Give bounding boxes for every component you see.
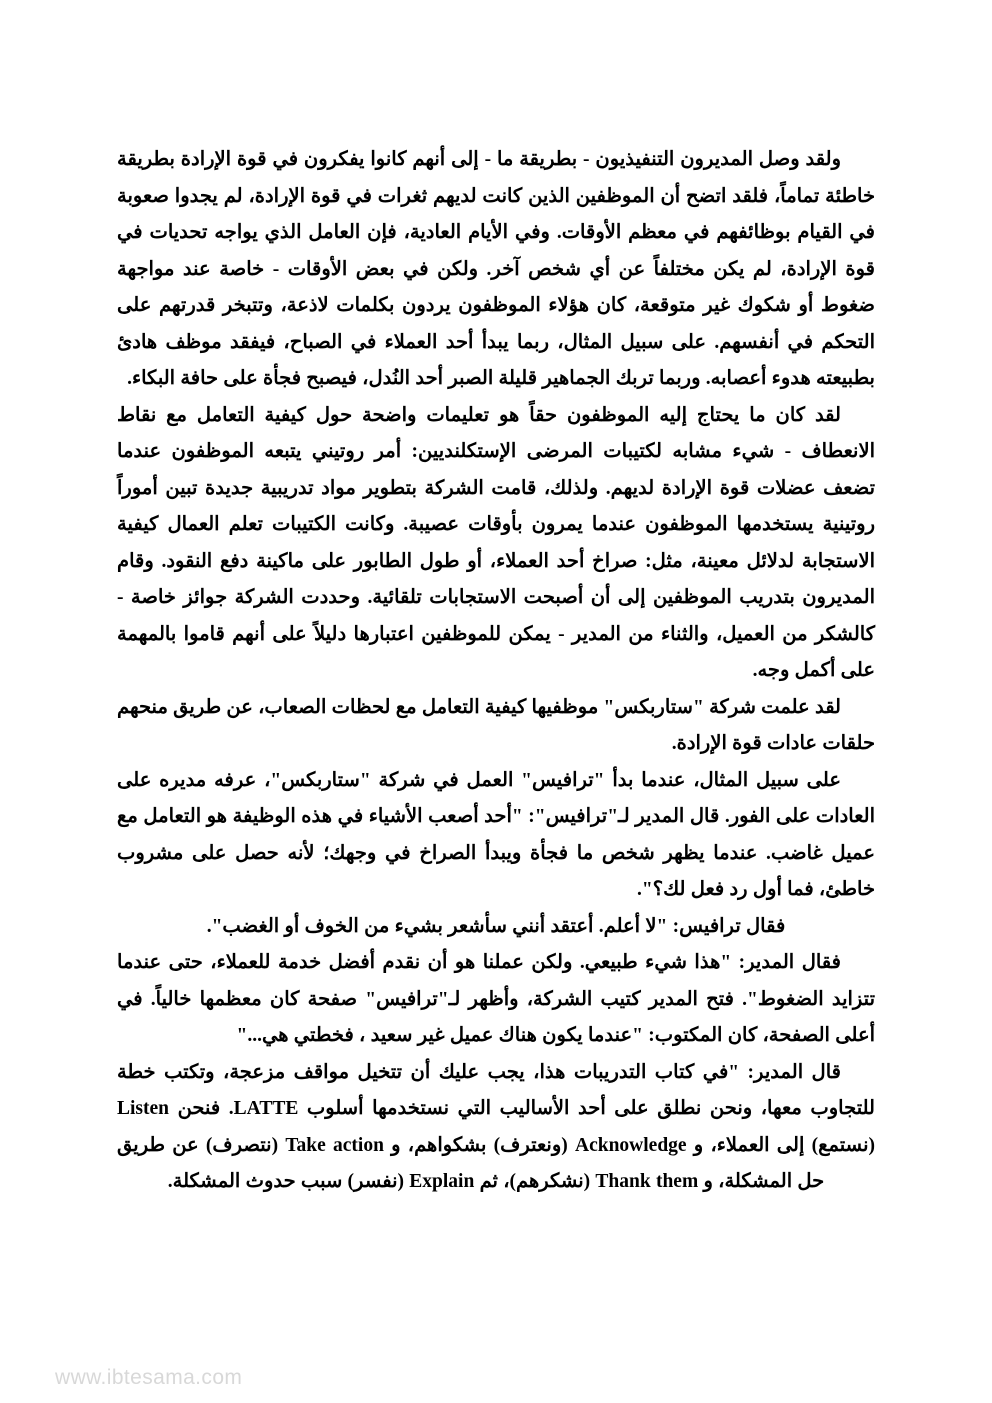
paragraph-7: قال المدير: "في كتاب التدريبات هذا، يجب عليك أن تتخيل مواقف مزعجة، وتكتب خطة للتجاوب معها، ونحن نطلق على أحد الأساليب التي نستخدمها أسلوب LATTE. فنحن Listen (نستمع) إلى العملاء، و Acknowledge (ونعترف) بشكواهم، و Take action (نتصرف) عن طريق حل المشكلة، و Thank them (نشكرهم)، ثم Explain (نفسر) سبب حدوث المشكلة. <box>117 1061 875 1192</box>
paragraph-4: على سبيل المثال، عندما بدأ "ترافيس" العمل في شركة "ستاربكس"، عرفه مديره على العادات على الفور. قال المدير لـ"ترافيس": "أحد أصعب الأشياء في هذه الوظيفة هو التعامل مع عميل غاضب. عندما يظهر شخص ما فجأة ويبدأ الصراخ في وجهك؛ لأنه حصل على مشروب خاطئ، فما أول رد فعل لك؟". <box>117 769 875 900</box>
paragraph-6: فقال المدير: "هذا شيء طبيعي. ولكن عملنا هو أن نقدم أفضل خدمة للعملاء، حتى عندما تتزايد الضغوط". فتح المدير كتيب الشركة، وأظهر لـ"ترافيس" صفحة كان معظمها خالياً. في أعلى الصفحة، كان المكتوب: "عندما يكون هناك عميل غير سعيد ، فخطتي هي..." <box>117 952 875 1046</box>
site-watermark: www.ibtesama.com <box>55 1366 243 1389</box>
paragraph-5: فقال ترافيس: "لا أعلم. أعتقد أنني سأشعر بشيء من الخوف أو الغضب". <box>206 915 786 937</box>
paragraph-2: لقد كان ما يحتاج إليه الموظفون حقاً هو تعليمات واضحة حول كيفية التعامل مع نقاط الانعطاف - شيء مشابه لكتيبات المرضى الإستكلنديين: أمر روتيني يتبعه الموظفون عندما تضعف عضلات قوة الإرادة لديهم. ولذلك، قامت الشركة بتطوير مواد تدريبية جديدة تبين أموراً روتينية يستخدمها الموظفون عندما يمرون بأوقات عصيبة. وكانت الكتيبات تعلم العمال كيفية الاستجابة لدلائل معينة، مثل: صراخ أحد العملاء، أو طول الطابور على ماكينة دفع النقود. وقام المديرون بتدريب الموظفين إلى أن أصبحت الاستجابات تلقائية. وحددت الشركة جوائز خاصة - كالشكر من العميل، والثناء من المدير - يمكن للموظفين اعتبارها دليلاً على أنهم قاموا بالمهمة على أكمل وجه. <box>117 404 875 681</box>
paragraph-3: لقد علمت شركة "ستاربكس" موظفيها كيفية التعامل مع لحظات الصعاب، عن طريق منحهم حلقات عادات قوة الإرادة. <box>117 696 875 754</box>
document-text-body <box>117 142 875 1201</box>
paragraph-1: ولقد وصل المديرون التنفيذيون - بطريقة ما - إلى أنهم كانوا يفكرون في قوة الإرادة بطريقة خاطئة تماماً، فلقد اتضح أن الموظفين الذين كانت لديهم ثغرات في قوة الإرادة، لم يجدوا صعوبة في القيام بوظائفهم في معظم الأوقات. وفي الأيام العادية، فإن العامل الذي يواجه تحديات في قوة الإرادة، لم يكن مختلفاً عن أي شخص آخر. ولكن في بعض الأوقات - خاصة عند مواجهة ضغوط أو شكوك غير متوقعة، كان هؤلاء الموظفون يردون بكلمات لاذعة، وتتبخر قدرتهم على التحكم في أنفسهم. على سبيل المثال، ربما يبدأ أحد العملاء في الصباح، فيفقد موظف هادئ بطبيعته هدوء أعصابه. وربما تربك الجماهير قليلة الصبر أحد النُدل، فيصبح فجأة على حافة البكاء. <box>117 149 875 389</box>
